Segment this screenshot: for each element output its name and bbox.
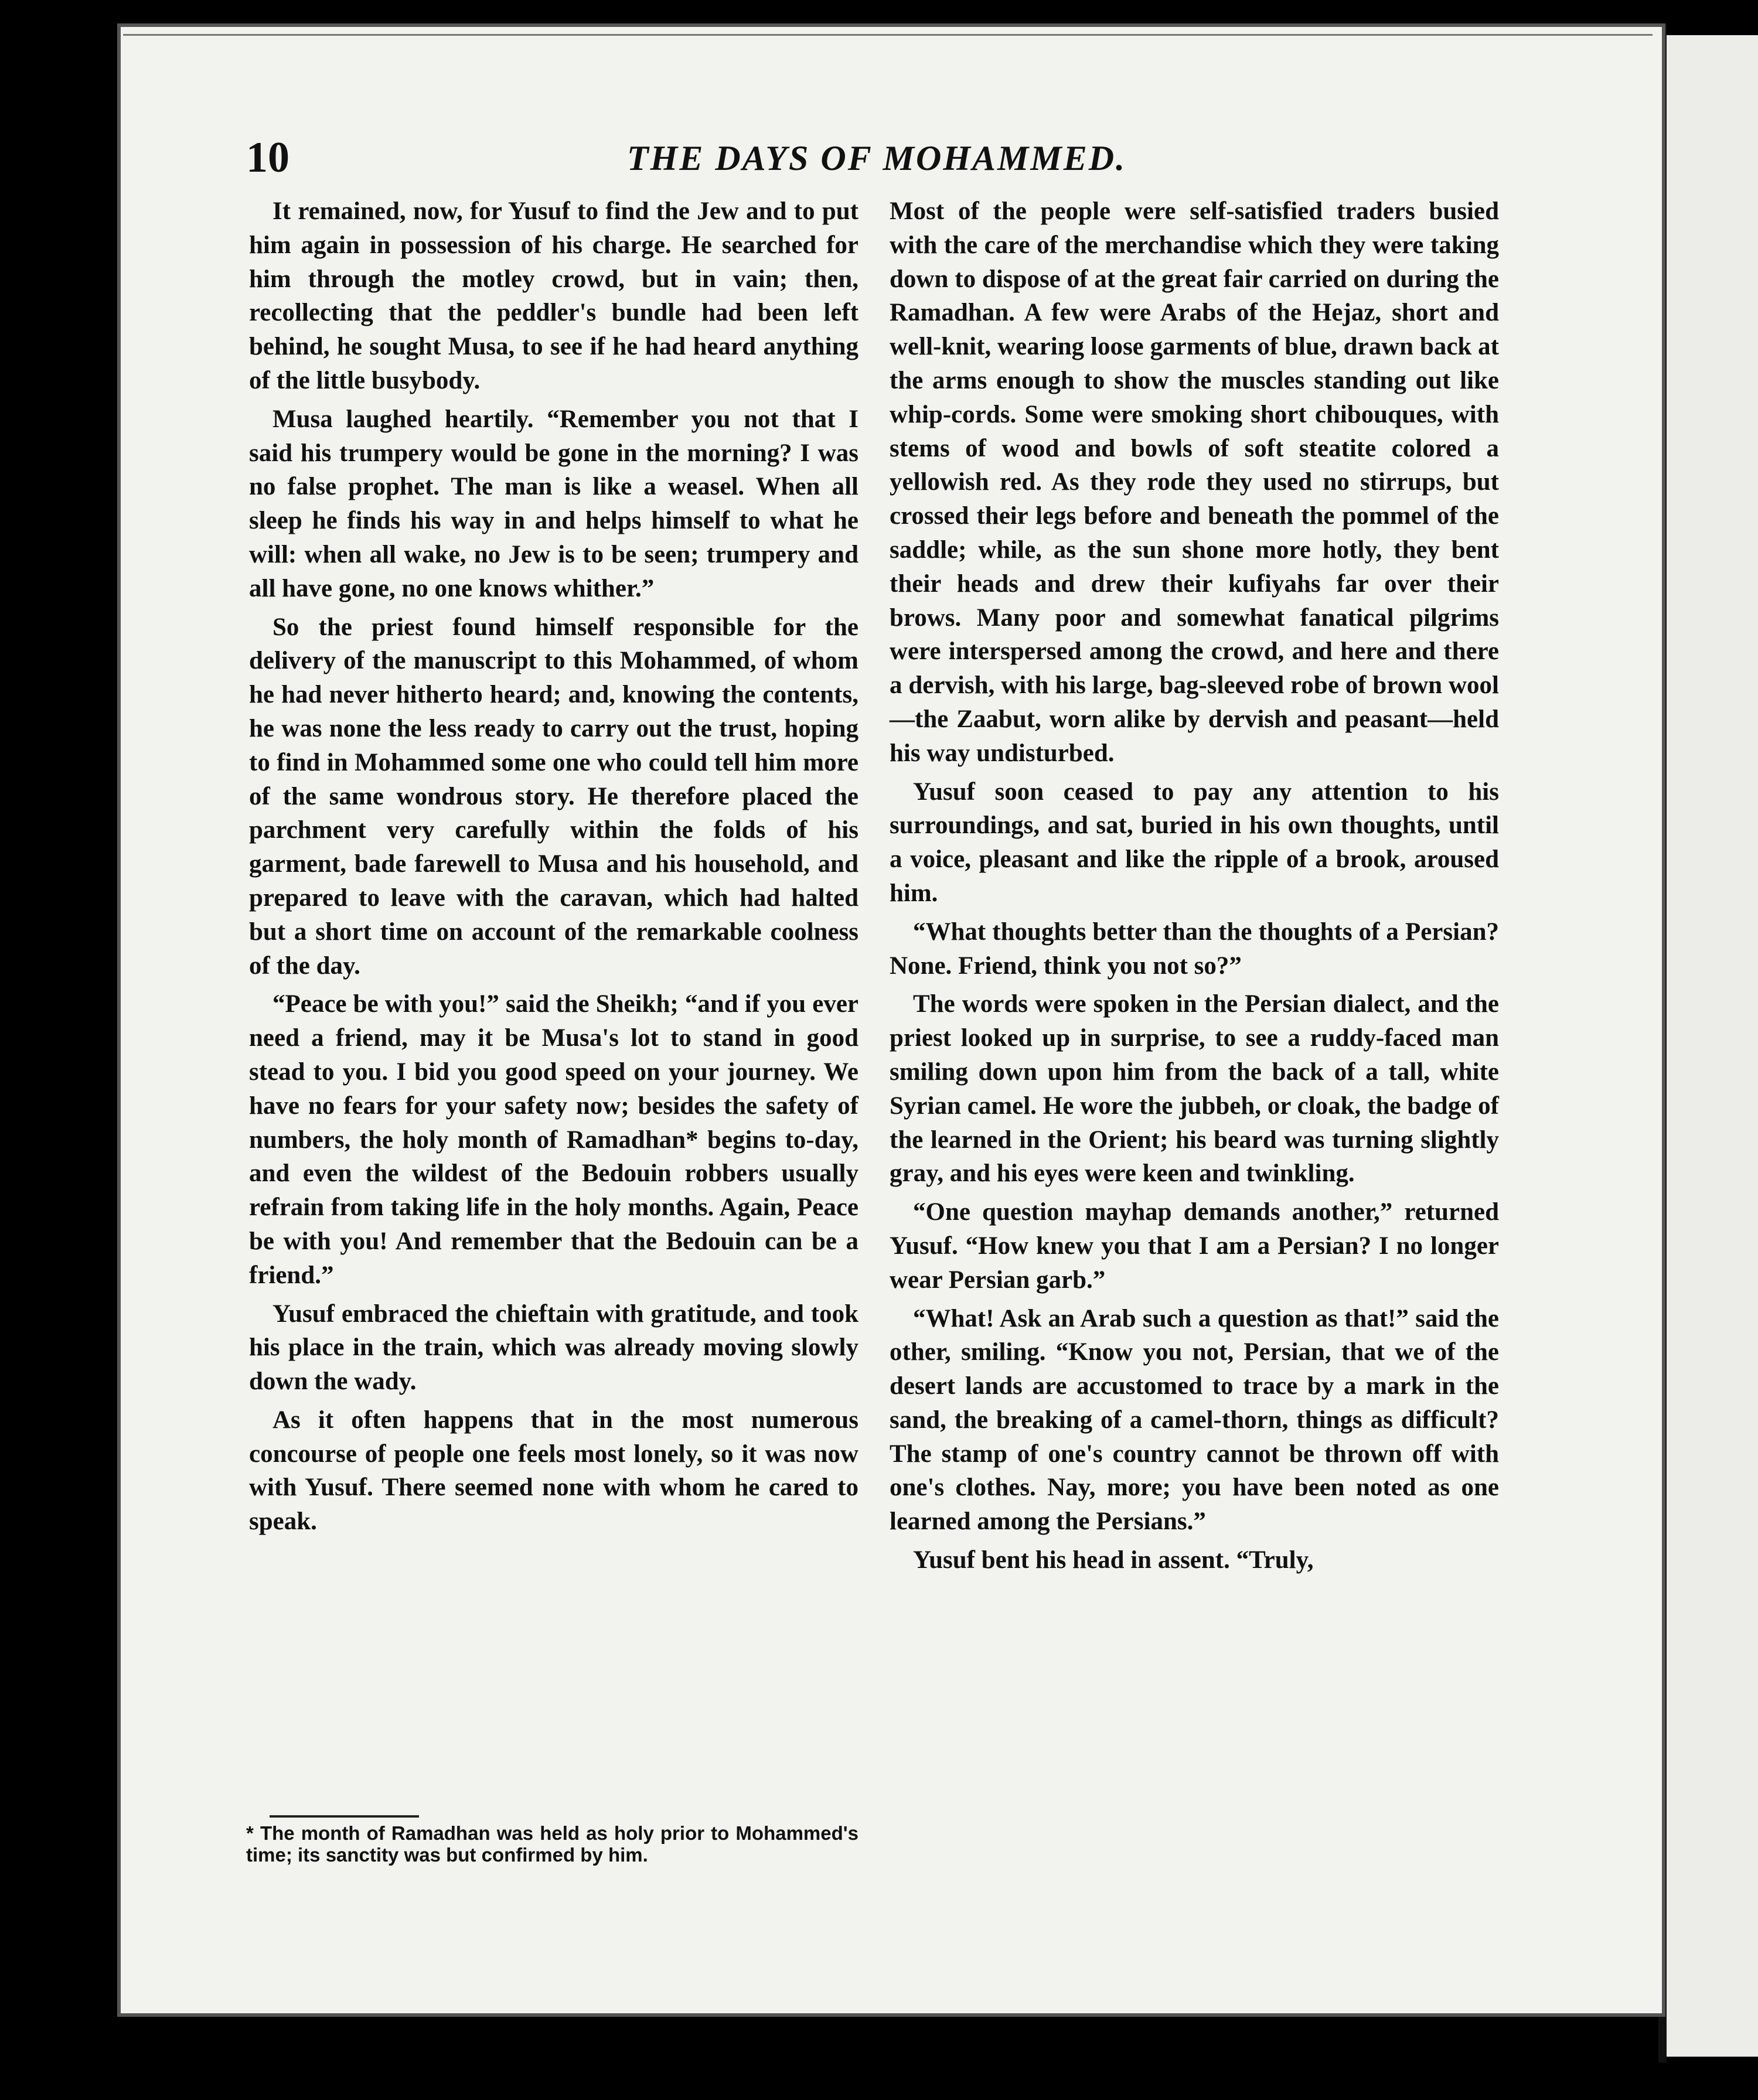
paragraph: Musa laughed heartily. “Remember you not that I said his trumpery would be gone in the morning? I was no false prophet. The man is like a weasel. When all sleep he finds his way in and helps himself to what he will: when all wake, no Jew is to be seen; trumpery and all have gone, no one knows whither.” [249,405,858,602]
paragraph: The words were spoken in the Persian dialect, and the priest looked up in surprise, to see a ruddy-faced man smiling down upon him from the back of a tall, white Syrian camel. He wore the jubbeh, or cloak, the badge of the learned in the Orient; his beard was turning slightly gray, and his eyes were keen and twinkling. [890,990,1499,1188]
paragraph: As it often happens that in the most numerous concourse of people one feels most lonely, so it was now with Yusuf. There seemed none with whom he cared to speak. [249,1406,858,1536]
paragraph: “One question mayhap demands another,” returned Yusuf. “How knew you that I am a Persian? I no longer wear Persian garb.” [890,1198,1499,1294]
paragraph: Yusuf bent his head in assent. “Truly, [913,1546,1314,1574]
left-text-column [249,195,858,1539]
paragraph: “What thoughts better than the thoughts of a Persian? None. Friend, think you not so?” [890,918,1499,980]
paragraph: Yusuf embraced the chieftain with gratitude, and took his place in the train, which was already moving slowly down the wady. [249,1300,858,1396]
right-text-column [890,195,1499,1577]
footnote: * The month of Ramadhan was held as holy prior to Mohammed's time; its sanctity was but confirmed by him. [246,1822,858,1866]
paragraph: So the priest found himself responsible for the delivery of the manuscript to this Mohammed, of whom he had never hitherto heard; and, knowing the contents, he was none the less ready to carry out the trust, hoping to find in Mohammed some one who could tell him more of the same wondrous story. He therefore placed the parchment very carefully within the folds of his garment, bade farewell to Musa and his household, and prepared to leave with the caravan, which had halted but a short time on account of the remarkable coolness of the day. [249,613,858,980]
facing-page-edge [1664,35,1758,2057]
footnote-divider [270,1815,419,1818]
page-top-border [123,34,1653,36]
paragraph: “What! Ask an Arab such a question as that!” said the other, smiling. “Know you not, Persian, that we of the desert lands are accustomed to trace by a mark in the sand, the breaking of a camel-thorn, things as difficult? The stamp of one's country cannot be thrown off with one's clothes. Nay, more; you have been noted as one learned among the Persians.” [890,1304,1499,1536]
paragraph: It remained, now, for Yusuf to find the Jew and to put him again in possession of his charge. He searched for him through the motley crowd, but in vain; then, recollecting that the peddler's bundle had been left behind, he sought Musa, to see if he had heard anything of the little busybody. [249,197,858,394]
paragraph: “Peace be with you!” said the Sheikh; “and if you ever need a friend, may it be Musa's lot to stand in good stead to you. I bid you good speed on your journey. We have no fears for your safety now; besides the safety of numbers, the holy month of Ramadhan* begins to-day, and even the wildest of the Bedouin robbers usually refrain from taking life in the holy months. Again, Peace be with you! And remember that the Bedouin can be a friend.” [249,990,858,1289]
paragraph: Yusuf soon ceased to pay any attention to his surroundings, and sat, buried in his own thoughts, until a voice, pleasant and like the ripple of a brook, aroused him. [890,778,1499,907]
page-number: 10 [246,134,289,182]
running-head: THE DAYS OF MOHAMMED. [627,139,1127,178]
paragraph: Most of the people were self-satisfied traders busied with the care of the merchandise which they were taking down to dispose of at the great fair carried on during the Ramadhan. A few were Arabs of the Hejaz, short and well-knit, wearing loose garments of blue, drawn back at the arms enough to show the muscles standing out like whip-cords. Some were smoking short chibouques, with stems of wood and bowls of soft steatite colored a yellowish red. As they rode they used no stirrups, but crossed their legs before and beneath the pommel of the saddle; while, as the sun shone more hotly, they bent their heads and drew their kufiyahs far over their brows. Many poor and somewhat fanatical pilgrims were interspersed among the crowd, and here and there a dervish, with his large, bag-sleeved robe of brown wool—the Zaabut, worn alike by dervish and peasant—held his way undisturbed. [890,197,1499,767]
